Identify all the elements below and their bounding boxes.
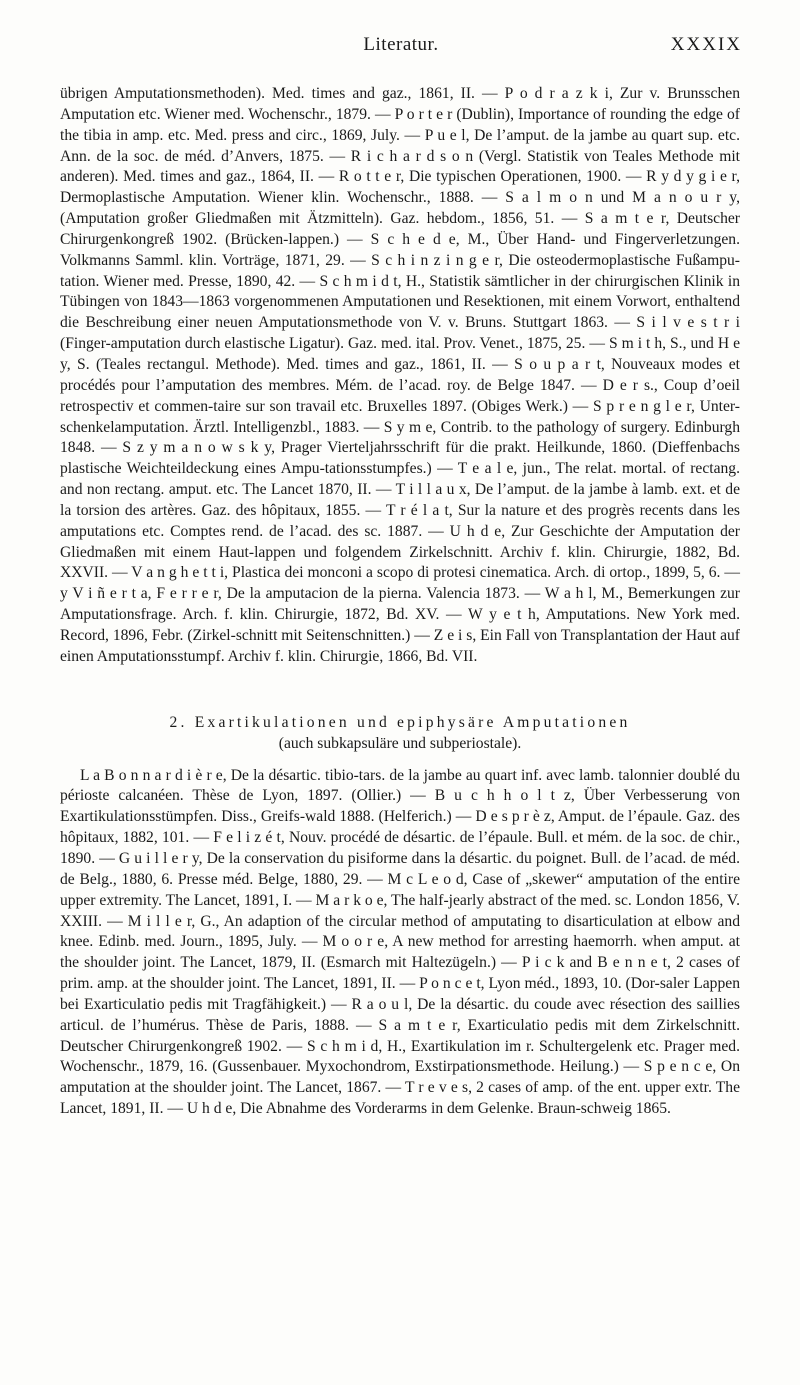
bibliography-paragraph-1: übrigen Amputationsmethoden). Med. times and gaz., 1861, II. — P o d r a z k i, Zur v. Brunsschen Amputation etc. Wiener med. Wochenschr., 1879. — P o r t e r (Dublin), Importance of rounding the edge of the tibia in amp. etc. Med. press and circ., 1869, July. — P u e l, De l’amput. de la jambe au quart sup. etc. Ann. de la soc. de méd. d’Anvers, 1875. — R i c h a r d s o n (Vergl. Statistik von Teales Methode mit anderen). Med. times and gaz., 1864, II. — R o t t e r, Die typischen Operationen, 1900. — R y d y g i e r, Dermoplastische Amputation. Wiener klin. Wochenschr., 1888. — S a l m o n und M a n o u r y, (Amputation großer Gliedmaßen mit Ätzmitteln). Gaz. hebdom., 1856, 51. — S a m t e r, Deutscher Chirurgenkongreß 1902. (Brücken-lappen.) — S c h e d e, M., Über Hand- und Fingerverletzungen. Volkmanns Samml. klin. Vorträge, 1871, 29. — S c h i n z i n g e r, Die osteodermoplastische Fußampu-tation. Wiener med. Presse, 1890, 42. — S c h m i d t, H., Statistik sämtlicher in der chirurgischen Klinik in Tübingen von 1843—1863 vorgenommenen Amputationen und Resektionen, mit einem Vorwort, enthaltend die Beschreibung einer neuen Amputationsmethode von V. v. Bruns. Stuttgart 1863. — S i l v e s t r i (Finger-amputation durch elastische Ligatur). Gaz. med. ital. Prov. Venet., 1875, 25. — S m i t h, S., und H e y, S. (Teales rectangul. Methode). Med. times and gaz., 1861, II. — S o u p a r t, Nouveaux modes et procédés pour l’amputation des membres. Mém. de l’acad. roy. de Belge 1847. — D e r s., Coup d’oeil retrospectiv et commen-taire sur son travail etc. Bruxelles 1897. (Obiges Werk.) — S p r e n g l e r, Unter-schenkelamputation. Ärztl. Intelligenzbl., 1883. — S y m e, Contrib. to the pathology of surgery. Edinburgh 1848. — S z y m a n o w s k y, Prager Vierteljahrsschrift für die prakt. Heilkunde, 1860. (Dieffenbachs plastische Weichteildeckung eines Ampu-tationsstumpfes.) — T e a l e, jun., The relat. mortal. of rectang. and non rectang. amput. etc. The Lancet 1870, II. — T i l l a u x, De l’amput. de la jambe à lamb. ext. et de la torsion des artères. Gaz. des hôpitaux, 1855. — T r é l a t, Sur la nature et des progrès recents dans les amputations etc. Comptes rend. de l’acad. des sc. 1887. — U h d e, Zur Geschichte der Amputation der Gliedmaßen mit einem Haut-lappen und folgendem Zirkelschnitt. Archiv f. klin. Chirurgie, 1882, Bd. XXVII. — V a n g h e t t i, Plastica dei monconi a scopo di protesi cinematica. Arch. di ortop., 1899, 5, 6. — y V i ñ e r t a, F e r r e r, De la amputacion de la pierna. Valencia 1873. — W a h l, M., Bemerkungen zur Amputationsfrage. Arch. f. klin. Chirurgie, 1872, Bd. XV. — W y e t h, Amputations. New York med. Record, 1896, Febr. (Zirkel-schnitt mit Seitenschnitten.) — Z e i s, Ein Fall von Transplantation der Haut auf einen Amputationsstumpf. Archiv f. klin. Chirurgie, 1866, Bd. VII. bbox=[60, 85, 740, 665]
running-head bbox=[60, 34, 742, 62]
text-block bbox=[60, 84, 740, 1120]
running-title: Literatur. bbox=[363, 34, 439, 55]
page-number: XXXIX bbox=[670, 34, 742, 55]
section-subheading: (auch subkapsuläre und subperiostale). bbox=[278, 734, 522, 752]
bibliography-paragraph-2: L a B o n n a r d i è r e, De la désartic. tibio-tars. de la jambe au quart inf. avec lamb. talonnier doublé du périoste calcanéen. Thèse de Lyon, 1897. (Ollier.) — B u c h h o l t z, Über Verbesserung von Exartikulationsstümpfen. Diss., Greifs-wald 1888. (Helferich.) — D e s p r è z, Amput. de l’épaule. Gaz. des hôpitaux, 1882, 101. — F e l i z é t, Nouv. procédé de désartic. de l’épaule. Bull. et mém. de la soc. de chir., 1890. — G u i l l e r y, De la conservation du pisiforme dans la désartic. du poignet. Bull. de l’acad. de méd. de Belg., 1880, 6. Presse méd. Belge, 1880, 29. — M c L e o d, Case of „skewer“ amputation of the entire upper extremity. The Lancet, 1891, I. — M a r k o e, The half-jearly abstract of the med. sc. London 1856, V. XXIII. — M i l l e r, G., An adaption of the circular method of amputating to disarticulation at elbow and knee. Edinb. med. Journ., 1895, July. — M o o r e, A new method for arresting haemorrh. when amput. at the shoulder joint. The Lancet, 1879, II. (Esmarch mit Haltezügeln.) — P i c k and B e n n e t, 2 cases of prim. amp. at the shoulder joint. The Lancet, 1891, II. — P o n c e t, Lyon méd., 1893, 10. (Dor-saler Lappen bei Exarticulatio pedis mit Tragfähigkeit.) — R a o u l, De la désartic. du coude avec résection des saillies articul. de l’humérus. Thèse de Paris, 1888. — S a m t e r, Exarticulatio pedis mit dem Zirkelschnitt. Deutscher Chirurgenkongreß 1902. — S c h m i d, H., Exartikulation im r. Schultergelenk etc. Prager med. Wochenschr., 1879, 16. (Gussenbauer. Myxochondrom, Exstirpationsmethode. Heilung.) — S p e n c e, On amputation at the shoulder joint. The Lancet, 1867. — T r e v e s, 2 cases of amp. of the ent. upper extr. The Lancet, 1891, II. — U h d e, Die Abnahme des Vorderarms in dem Gelenke. Braun-schweig 1865. bbox=[60, 766, 740, 1118]
section-heading: 2. Exartikulationen und epiphysäre Amputationen bbox=[169, 713, 631, 731]
